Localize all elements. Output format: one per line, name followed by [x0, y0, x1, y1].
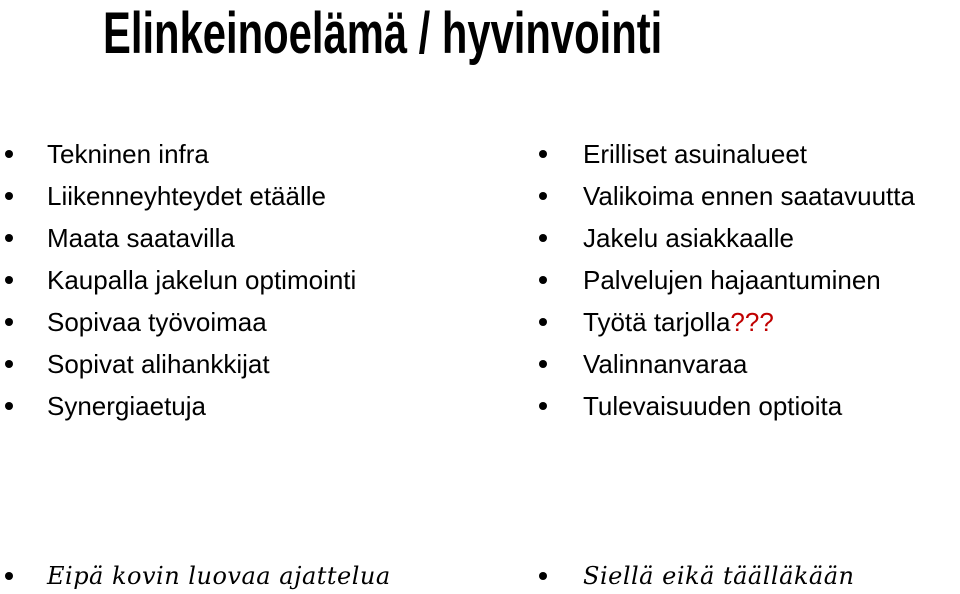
bullet-icon [5, 360, 13, 368]
list-item-label: Sopivat alihankkijat [47, 349, 270, 379]
bullet-icon [5, 318, 13, 326]
bullet-icon [5, 572, 13, 580]
list-item-label: Liikenneyhteydet etäälle [47, 181, 326, 211]
handwritten-note: Eipä kovin luovaa ajattelua [47, 562, 391, 590]
bullet-icon [5, 276, 13, 284]
question-marks: ??? [730, 307, 774, 337]
bullet-icon [539, 402, 547, 410]
list-item-label: Valinnanvaraa [583, 349, 748, 379]
list-item-label: Tulevaisuuden optioita [583, 391, 843, 421]
list-item-label: Sopivaa työvoimaa [47, 307, 267, 337]
list-item-label-group [583, 301, 774, 343]
list-item-label: Kaupalla jakelun optimointi [47, 265, 357, 295]
list-item-label: Erilliset asuinalueet [583, 139, 808, 169]
bullet-icon [539, 276, 547, 284]
list-item-label: Valikoima ennen saatavuutta [583, 181, 915, 211]
bullet-icon [539, 234, 547, 242]
bullet-icon [539, 192, 547, 200]
bullet-icon [5, 150, 13, 158]
list-item-label: Työtä tarjolla [583, 307, 731, 337]
bullet-icon [539, 360, 547, 368]
bullet-icon [5, 192, 13, 200]
slide-title: Elinkeinoelämä / hyvinvointi [103, 1, 663, 66]
list-item-label: Synergiaetuja [47, 391, 206, 421]
bullet-icon [539, 318, 547, 326]
list-item-label: Jakelu asiakkaalle [583, 223, 795, 253]
bullet-icon [5, 234, 13, 242]
list-item-label: Palvelujen hajaantuminen [583, 265, 881, 295]
list-item-label: Maata saatavilla [47, 223, 235, 253]
bullet-icon [539, 572, 547, 580]
list-item-label: Tekninen infra [47, 139, 209, 169]
bullet-icon [539, 150, 547, 158]
bullet-icon [5, 402, 13, 410]
handwritten-note: Siellä eikä täälläkään [583, 562, 855, 590]
